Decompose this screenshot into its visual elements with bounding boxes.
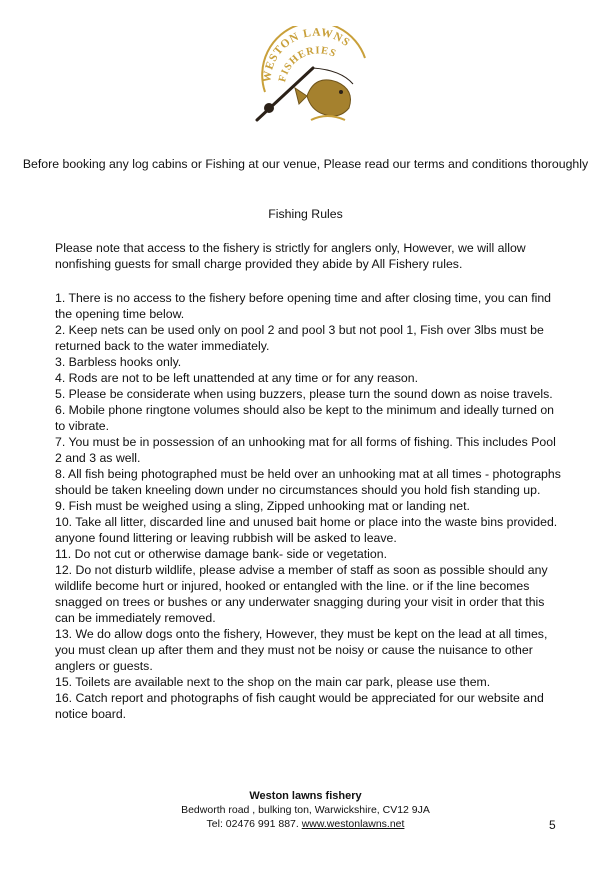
section-title: Fishing Rules xyxy=(268,207,343,221)
rule-item: 5. Please be considerate when using buzzers, please turn the sound down as noise travels. xyxy=(55,387,553,401)
rule-item: 4. Rods are not to be left unattended at any time or for any reason. xyxy=(55,371,418,385)
rule-item: 1. There is no access to the fishery before opening time and after closing time, you can find the opening time below. xyxy=(55,291,552,321)
rule-item: 2. Keep nets can be used only on pool 2 and pool 3 but not pool 1, Fish over 3lbs must be returned back to the water immediately. xyxy=(55,323,544,353)
footer-address: Bedworth road , bulking ton, Warwickshire, CV12 9JA xyxy=(181,804,430,816)
fish-icon xyxy=(307,80,351,116)
footer-contact xyxy=(0,817,611,831)
logo-text-top: WESTON LAWNS xyxy=(261,26,353,84)
rule-item: 16. Catch report and photographs of fish caught would be appreciated for our website and notice board. xyxy=(55,691,544,721)
rule-item: 9. Fish must be weighed using a sling, Zipped unhooking mat or landing net. xyxy=(55,499,470,513)
rule-item: 8. All fish being photographed must be held over an unhooking mat at all times - photographs should be taken kneeling down under no circumstances should you hold fish standing up. xyxy=(55,467,561,497)
rule-item: 6. Mobile phone ringtone volumes should also be kept to the minimum and ideally turned on to vibrate. xyxy=(55,403,555,433)
rule-item: 11. Do not cut or otherwise damage bank- side or vegetation. xyxy=(55,547,387,561)
fish-tail-icon xyxy=(295,88,307,104)
fishery-logo xyxy=(249,26,373,126)
rule-item: 3. Barbless hooks only. xyxy=(55,355,182,369)
access-note: Please note that access to the fishery is strictly for anglers only, However, we will allow nonfishing guests for small charge provided they abide by All Fishery rules. xyxy=(55,241,526,271)
rules-list xyxy=(55,290,565,722)
footer-telephone: Tel: 02476 991 887. xyxy=(206,818,299,830)
footer xyxy=(0,789,611,831)
fishery-logo-graphic xyxy=(249,26,373,126)
booking-intro: Before booking any log cabins or Fishing at our venue, Please read our terms and conditions thoroughly xyxy=(22,157,589,171)
fish-eye-icon xyxy=(339,90,343,94)
website-link[interactable]: www.westonlawns.net xyxy=(301,818,405,830)
page-number: 5 xyxy=(549,818,556,832)
logo-text-bottom: FISHERIES xyxy=(277,45,338,84)
rule-item: 7. You must be in possession of an unhooking mat for all forms of fishing. This includes Pool 2 and 3 as well. xyxy=(55,435,556,465)
rule-item: 10. Take all litter, discarded line and unused bait home or place into the waste bins provided. anyone found littering or leaving rubbish will be asked to leave. xyxy=(55,515,558,545)
splash-icon xyxy=(311,116,345,120)
rule-item: 12. Do not disturb wildlife, please advise a member of staff as soon as possible should any wildlife become hurt or injured, hooked or entangled with the line. or if the line becomes snagged on trees or bushes or any underwater snagging during your visit in order that this can be immediately removed. xyxy=(55,563,548,625)
rule-item: 15. Toilets are available next to the shop on the main car park, please use them. xyxy=(55,675,491,689)
rule-item: 13. We do allow dogs onto the fishery, However, they must be kept on the lead at all times, you must clean up after them and they must not be noisy or cause the nuisance to other anglers or guests. xyxy=(55,627,548,673)
reel-icon xyxy=(264,103,274,113)
footer-fishery-name: Weston lawns fishery xyxy=(249,790,362,802)
